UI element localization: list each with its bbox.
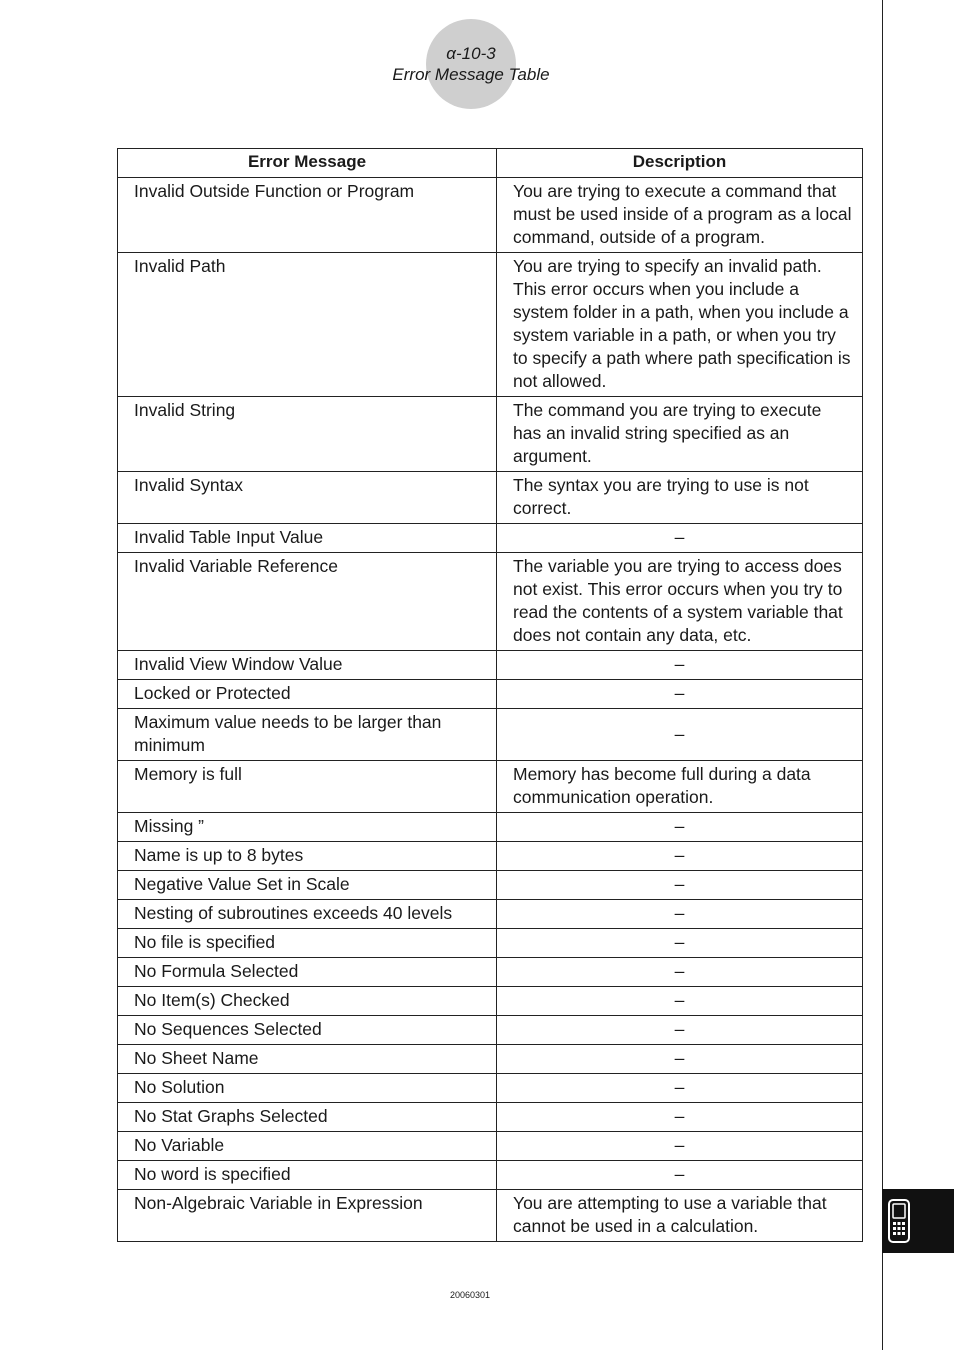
description-cell: –	[497, 842, 863, 871]
description-cell: Memory has become full during a data communication operation.	[497, 761, 863, 813]
error-message-table	[117, 148, 863, 1242]
table-row	[118, 1016, 863, 1045]
error-message-cell: Invalid Syntax	[118, 472, 497, 524]
error-message-cell: No Formula Selected	[118, 958, 497, 987]
table-header-row	[118, 149, 863, 178]
error-message-cell: No Variable	[118, 1132, 497, 1161]
table-row	[118, 1132, 863, 1161]
error-message-cell: Maximum value needs to be larger than minimum	[118, 709, 497, 761]
error-message-cell: Invalid View Window Value	[118, 651, 497, 680]
header-circle	[426, 19, 516, 109]
table-row	[118, 813, 863, 842]
footer-code: 20060301	[449, 1290, 491, 1300]
table-row	[118, 553, 863, 651]
calculator-icon	[888, 1199, 910, 1243]
description-cell: –	[497, 929, 863, 958]
description-cell: –	[497, 1161, 863, 1190]
error-message-cell: Locked or Protected	[118, 680, 497, 709]
description-cell: –	[497, 1074, 863, 1103]
table-row	[118, 651, 863, 680]
error-message-cell: Memory is full	[118, 761, 497, 813]
table-row	[118, 929, 863, 958]
description-cell: The syntax you are trying to use is not correct.	[497, 472, 863, 524]
error-message-cell: Invalid Table Input Value	[118, 524, 497, 553]
description-cell: –	[497, 680, 863, 709]
table-row	[118, 900, 863, 929]
description-cell: You are trying to specify an invalid path. This error occurs when you include a system folder in a path, when you include a system variable in a path, or when you try to specify a path where path specification is not allowed.	[497, 253, 863, 397]
table-row	[118, 1190, 863, 1242]
description-cell: –	[497, 651, 863, 680]
description-cell: –	[497, 524, 863, 553]
description-cell: –	[497, 709, 863, 761]
column-header-description: Description	[497, 149, 863, 178]
table-row	[118, 1074, 863, 1103]
description-cell: –	[497, 1132, 863, 1161]
description-cell: The command you are trying to execute has an invalid string specified as an argument.	[497, 397, 863, 472]
description-cell: You are attempting to use a variable that cannot be used in a calculation.	[497, 1190, 863, 1242]
error-message-cell: Missing ”	[118, 813, 497, 842]
error-message-cell: No word is specified	[118, 1161, 497, 1190]
description-cell: –	[497, 1103, 863, 1132]
description-cell: –	[497, 1045, 863, 1074]
description-cell: –	[497, 987, 863, 1016]
error-message-cell: Invalid Variable Reference	[118, 553, 497, 651]
table-row	[118, 761, 863, 813]
table-row	[118, 1045, 863, 1074]
description-cell: –	[497, 1016, 863, 1045]
error-message-cell: Name is up to 8 bytes	[118, 842, 497, 871]
table-row	[118, 524, 863, 553]
section-code: α-10-3	[446, 44, 496, 63]
table-row	[118, 680, 863, 709]
section-title: Error Message Table	[392, 65, 550, 84]
table-row	[118, 1161, 863, 1190]
table-row	[118, 987, 863, 1016]
error-message-cell: No Sequences Selected	[118, 1016, 497, 1045]
error-message-cell: Negative Value Set in Scale	[118, 871, 497, 900]
error-message-cell: Nesting of subroutines exceeds 40 levels	[118, 900, 497, 929]
error-message-cell: No Item(s) Checked	[118, 987, 497, 1016]
error-message-cell: Invalid Path	[118, 253, 497, 397]
error-message-cell: No Sheet Name	[118, 1045, 497, 1074]
table-row	[118, 472, 863, 524]
description-cell: The variable you are trying to access does not exist. This error occurs when you try to read the contents of a system variable that does not contain any data, etc.	[497, 553, 863, 651]
description-cell: –	[497, 900, 863, 929]
error-message-cell: No Solution	[118, 1074, 497, 1103]
table-row	[118, 1103, 863, 1132]
table-row	[118, 842, 863, 871]
chapter-tab	[882, 1189, 954, 1253]
right-margin-rule	[882, 0, 883, 1350]
table-row	[118, 253, 863, 397]
error-message-cell: No file is specified	[118, 929, 497, 958]
table-row	[118, 397, 863, 472]
error-message-cell: No Stat Graphs Selected	[118, 1103, 497, 1132]
column-header-error-message: Error Message	[118, 149, 497, 178]
error-message-cell: Invalid String	[118, 397, 497, 472]
description-cell: –	[497, 958, 863, 987]
table-row	[118, 178, 863, 253]
error-message-cell: Non-Algebraic Variable in Expression	[118, 1190, 497, 1242]
description-cell: –	[497, 813, 863, 842]
description-cell: You are trying to execute a command that must be used inside of a program as a local command, outside of a program.	[497, 178, 863, 253]
error-message-cell: Invalid Outside Function or Program	[118, 178, 497, 253]
table-row	[118, 958, 863, 987]
table-row	[118, 871, 863, 900]
table-row	[118, 709, 863, 761]
description-cell: –	[497, 871, 863, 900]
